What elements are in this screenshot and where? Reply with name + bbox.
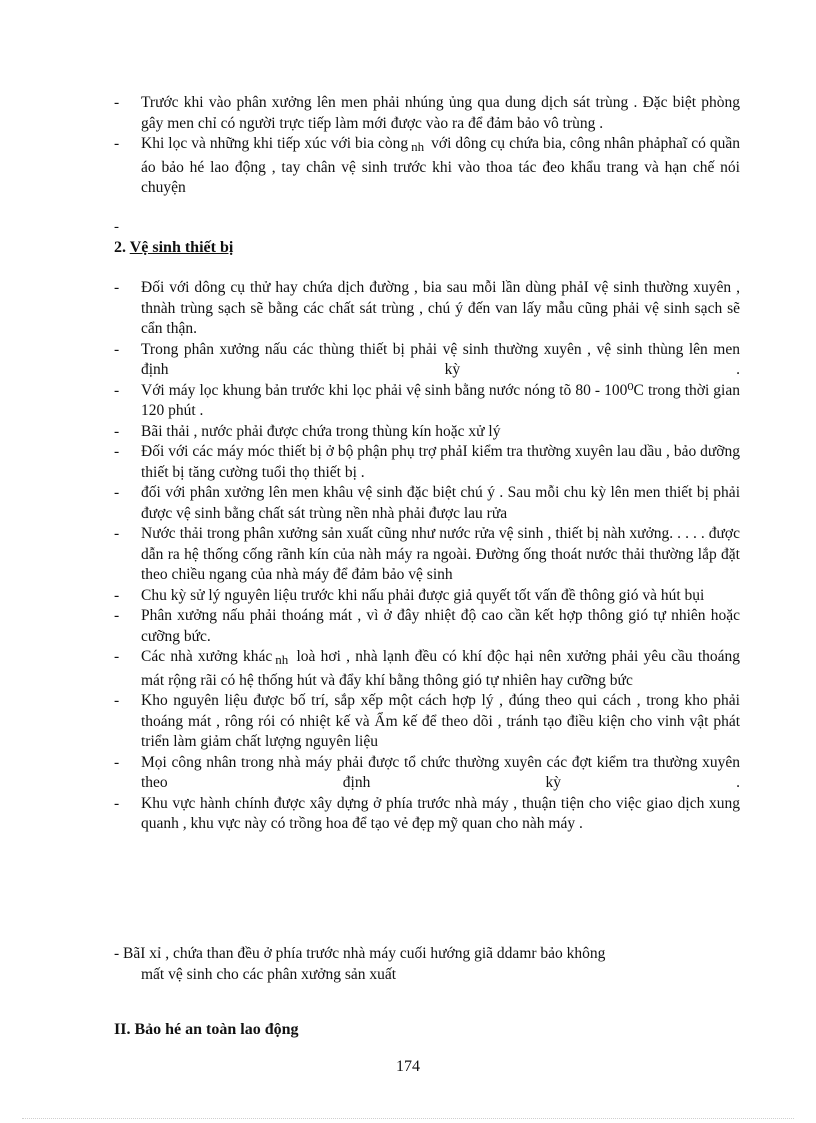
list-item <box>114 753 740 794</box>
list-dash: - <box>114 753 120 771</box>
list-item-text <box>141 586 740 607</box>
list-item <box>114 647 740 691</box>
text-part: với dông cụ chứa bia, công nhân phảphaĩ có quần áo bảo hé lao động , tay chân vệ sinh trước khi vào thoa tác đeo khẩu trang và hạn chế nói chuyện <box>141 135 740 196</box>
list-dash: - <box>114 484 120 501</box>
list-dash: - <box>114 607 120 624</box>
list-dash: - <box>114 381 120 399</box>
closing-line: mất vệ sinh cho các phân xưởng sản xuất <box>141 965 397 983</box>
list-item-text: đối với phân xưởng lên men khâu vệ sinh đặc biệt chú ý . Sau mỗi chu kỳ lên men thiết bị phải được vệ sinh bằng chất sát trùng nền nhà phải được lau rửa <box>141 484 740 522</box>
list-dash: - <box>114 586 120 604</box>
list-dash: - <box>114 648 120 665</box>
list-dash: - <box>114 340 120 358</box>
list-item <box>114 93 740 134</box>
list-dash: - <box>114 794 120 812</box>
list-item <box>114 340 740 381</box>
stray-dash: - <box>114 219 119 235</box>
closing-line: - BãI xỉ , chứa than đều ở phía trước nhà máy cuối hướng giã ddamr bảo không <box>114 945 606 962</box>
list-item-text <box>141 647 740 691</box>
section-number: 2. <box>114 239 126 256</box>
list-item-text: Phân xưởng nấu phải thoáng mát , vì ở đây nhiệt độ cao cần kết hợp thông gió tự nhiên hoặc cưỡng bức. <box>141 607 740 645</box>
list-item-text: Trong phân xưởng nấu các thùng thiết bị phải vệ sinh thường xuyên , vệ sinh thùng lên men định kỳ . <box>141 340 740 378</box>
text-sub: nh <box>275 652 289 667</box>
section-title: Vệ sinh thiết bị <box>129 239 234 256</box>
text-part: loà hơi , nhà lạnh đều có khí độc hại nên xưởng phải yêu cầu thoáng mát rộng rãi có hệ thống hút và đẩy khí bằng thông gió tự nhiên hay cưỡng bức <box>141 648 740 689</box>
list-item-text: Đối với dông cụ thử hay chứa dịch đường , bia sau mỗi lần dùng phảI vệ sinh thường xuyên , thnàh trùng sạch sẽ bằng các chất sát trùng , chú ý đến van lấy mẫu cũng phải vệ sinh sạch sẽ cẩn thận. <box>141 279 740 337</box>
section-ii-heading: II. Bảo hé an toàn lao động <box>114 1021 299 1038</box>
list-item-text: Trước khi vào phân xưởng lên men phải nhúng ủng qua dung dịch sát trùng . Đặc biệt phòng gây men chỉ có người trực tiếp làm mới được vào ra để đảm bảo vô trùng . <box>141 94 740 132</box>
intro-list <box>114 93 740 199</box>
page-number: 174 <box>396 1058 420 1075</box>
list-item <box>114 691 740 753</box>
text-part: Các nhà xưởng khác <box>141 648 273 665</box>
text-part: Khi lọc và những khi tiếp xúc với bia còng <box>141 135 409 152</box>
list-item-text: Bãi thải , nước phải được chứa trong thùng kín hoặc xử lý <box>141 422 501 440</box>
text-part: Chu <box>141 586 167 604</box>
list-dash: - <box>114 279 120 296</box>
text-sub: nh <box>411 139 425 154</box>
section-heading <box>114 238 233 258</box>
list-dash: - <box>114 443 120 460</box>
list-item-text: Với máy lọc khung bản trước khi lọc phải vệ sinh bằng nước nóng tõ 80 - 100⁰C trong thời gian 120 phút . <box>141 381 740 419</box>
list-item <box>114 524 740 586</box>
list-item <box>114 606 740 647</box>
list-item <box>114 422 740 443</box>
list-dash: - <box>114 135 120 152</box>
list-item <box>114 442 740 483</box>
list-item-text: Mọi công nhân trong nhà máy phải được tổ chức thường xuyên các đợt kiểm tra thường xuyên theo định kỳ . <box>141 753 740 791</box>
list-item <box>114 794 740 835</box>
list-dash: - <box>114 692 120 709</box>
list-dash: - <box>114 94 120 111</box>
hygiene-list <box>114 278 740 835</box>
list-item <box>114 586 740 607</box>
text-part: kỳ sử lý nguyên liệu trước khi nấu phải được giả quyết tốt vấn đề thông gió và hút bụi <box>166 586 705 604</box>
list-item-text: Đối với các máy móc thiết bị ở bộ phận phụ trợ phảI kiểm tra thường xuyên lau dầu , bảo dưỡng thiết bị tăng cường tuổi thọ thiết bị . <box>141 443 740 481</box>
list-item <box>114 278 740 340</box>
list-item <box>114 483 740 524</box>
list-item-text: Kho nguyên liệu được bố trí, sắp xếp một cách hợp lý , đúng theo qui cách , trong kho phải thoáng mát , rông rói có nhiệt kế và Ẩm kế để theo dõi , tránh tạo điều kiện cho vinh vật phát triển làm giảm chất lượng nguyên liệu <box>141 692 740 750</box>
list-item <box>114 134 740 199</box>
list-item-text <box>141 134 740 199</box>
list-dash: - <box>114 525 120 542</box>
list-item-text: Khu vực hành chính được xây dựng ở phía trước nhà máy , thuận tiện cho việc giao dịch xung quanh , khu vực này có trồng hoa để tạo vẻ đẹp mỹ quan cho nàh máy . <box>141 794 740 832</box>
list-item-text: Nước thải trong phân xưởng sản xuất cũng như nước rửa vệ sinh , thiết bị nàh xưởng. . . . . được dẫn ra hệ thống cống rãnh kín của nàh máy ra ngoài. Đường ống thoát nước thải thường lắp đặt theo chiều ngang của nhà máy để đảm bảo vệ sinh <box>141 525 740 583</box>
list-dash: - <box>114 422 120 440</box>
list-item <box>114 381 740 422</box>
closing-paragraph <box>114 944 740 985</box>
page-bottom-border <box>22 1118 794 1119</box>
